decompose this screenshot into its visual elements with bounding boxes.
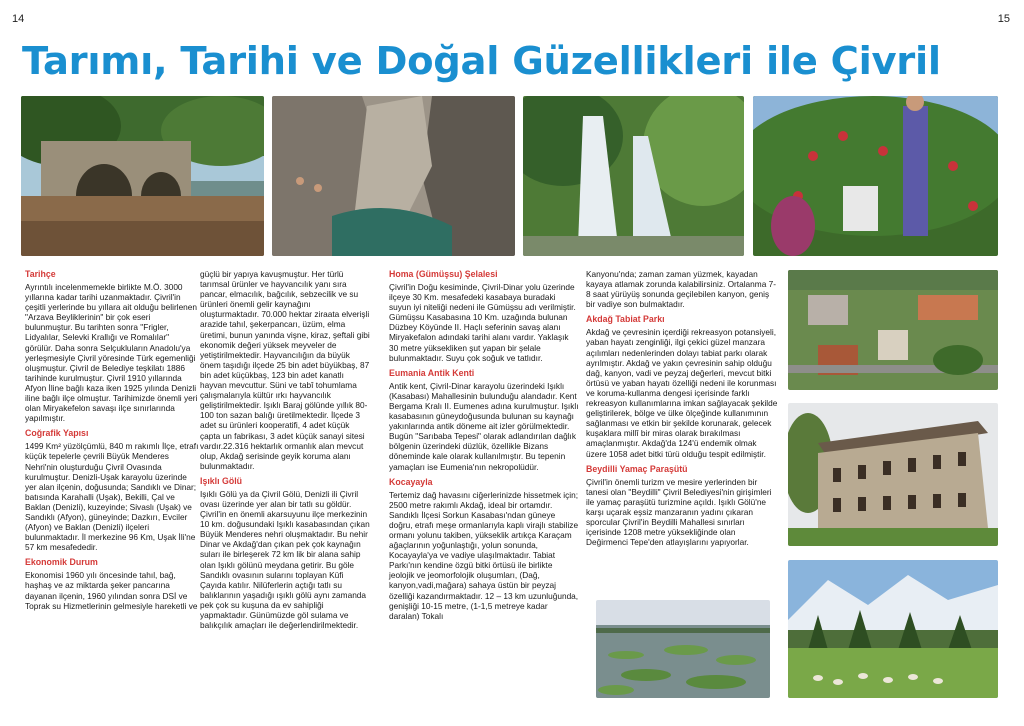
section-text-beydilli-yamac-parasutu: Çivril'in önemli turizm ve mesire yerlerinden bir tanesi olan "Beydilli" Çivril Belediyesi'nin girişimleri ile yamaç paraşütü turizmine açıldı. Işıklı Gölü'ne karşı uçarak eşsiz manzaranın yadını çıkaran sporcular Çivril'in Beydilli Mahallesi sınırları içerisinde 1208 metre yüksekliğinde olan Değirmenci Tepe'den atlayışlarını yapıyorlar.	[586, 476, 772, 548]
stone-bridge-photo	[21, 96, 264, 256]
section-heading-tarihce: Tarihçe	[25, 269, 56, 279]
section-text-tarihce: Ayrıntılı incelenmemekle birlikte M.Ö. 3000 yıllarına kadar tarihi uzanmaktadır. Çivril'in çeşitli yerlerinde bu yıllara ait olduğu belirlenen "Arzava Beyliklerinin" bir çok eseri bulunmuştur. Bu tarihten sonra "Frigler, Lidyalılar, Selevki Krallığı ve Romalılar" görülür. Daha sonra Selçukluların Anadolu'ya yerleşmesiyle Çivril yöresinde Türk egemenliği oluşmuştur. Çivril de Belediye teşkilatı 1886 tarihinde kurulmuştur. Çivril 1910 yıllarında Afyon İline bağlı kaza iken 1925 yılında Denizli iline bağlı ilçe olmuştur. Tarihimizde önemli yeri olan Miryakefelon savaşı ilçe sınırlarında yapılmıştır.	[25, 282, 198, 424]
section-heading-beydilli-yamac-parasutu: Beydilli Yamaç Paraşütü	[586, 463, 688, 474]
section-text-cografik-yapisi: 1499 Km² yüzölçümlü, 840 m rakımlı İlçe, etrafı küçük tepelerle çevrili Büyük Menderes Nehri'nin oluşturduğu Çivril Ovasında kurulmuştur. Denizli-Uşak karayolu üzerinde yer alan ilçenin, doğusunda; Sandıklı ve Dinar; batısında Karahalli (Uşak), Bekilli, Çal ve Baklan (Denizli), kuzeyinde; Sivaslı (Uşak) ve Sandıklı (Afyon), güneyinde; Dazkırı, Evciler (Afyon) ve Baklan (Denizli) ilçeleri bulunmaktadır. İl merkezine 96 Km, Uşak İli'ne 57 km mesafededir.	[25, 441, 199, 553]
mountain-sheep-pasture-photo	[788, 560, 998, 698]
town-aerial-photo	[788, 270, 998, 390]
waterfall-photo	[523, 96, 744, 256]
section-heading-akdag-tabiat-parki: Akdağ Tabiat Parkı	[586, 314, 665, 325]
text-column-1	[25, 269, 199, 611]
page-title: Tarımı, Tarihi ve Doğal Güzellikleri ile Çivril	[22, 39, 941, 84]
section-heading-eumania: Eumania Antik Kenti	[389, 367, 475, 378]
historic-stone-building-photo	[788, 403, 998, 546]
apple-harvest-photo	[753, 96, 998, 256]
page-number-left: 14	[12, 13, 25, 25]
page-number-right: 15	[997, 13, 1010, 25]
section-text-ekonomik-durum: Ekonomisi 1960 yılı öncesinde tahıl, bağ, haşhaş ve az miktarda şeker pancarına dayanan ilçenin, 1960 yılından sonra DSİ ve Toprak su Hizmetlerinin gelmesiyle hareketli ve	[25, 570, 198, 611]
lake-water-lilies-photo	[596, 600, 770, 698]
section-heading-isikli-golu: Işıklı Gölü	[200, 475, 243, 486]
section-text-kocayayla: Tertemiz dağ havasını ciğerlerinizde hissetmek için; 2500 metre rakımlı Akdağ, ideal bir ortamdır. Sandıklı İlçesi Sorkun Kasabası'ndan güneye doğru, etrafı meşe ormanlarıyla kaplı virajlı stabilize ormanı yolunu takiben, yükseklik artıkça Karaçam ağaçlarının yoğunlaştığı, yolun sonunda, Kocayayla'ya ve vadiye ulaşılmaktadır. Tabiat Parkı'nın kendine özgü bitki örtüsü ile birlikte jeolojik ve jeomorfolojik oluşumları, (Dağ, kanyon,vadi,mağara) sahaya üstün bir peyzaj özelliği kazandırmaktadır. 12 – 13 km uzunluğunda, genişliği 10-15 metre, (1-1,5 metreye kadar daralan) Tokalı	[389, 489, 579, 621]
section-text-kocayayla-continued: Kanyonu'nda; zaman zaman yüzmek, kayadan kayaya atlamak zorunda kalabilirsiniz. Ortalanma 7-8 saat yürüyüş sonunda geçilebilen kanyon, geniş bir vadiye son bulmaktadır.	[586, 269, 776, 310]
section-heading-homa-selalesi: Homa (Gümüşsu) Şelalesi	[389, 269, 498, 279]
text-column-2	[200, 269, 370, 630]
section-heading-ekonomik-durum: Ekonomik Durum	[25, 557, 98, 568]
section-heading-cografik-yapisi: Coğrafik Yapısı	[25, 428, 89, 439]
text-column-3	[389, 269, 579, 621]
canyon-river-photo	[272, 96, 515, 256]
section-text-ekonomik-continued: güçlü bir yapıya kavuşmuştur. Her türlü tarımsal ürünler ve hayvancılık yanı sıra pancar, elmacılık, bağcılık, sebzecilik ve su ürünleri önemli gelir kaynağını oluşturmaktadır. 70.000 hektar ziraata elverişli arazide tahıl, şekerpancarı, üzüm, elma üretimi, bunun yanında vişne, kiraz, şeftali gibi ekonomik değeri yüksek meyveler de yetiştirilmektedir. Hayvancılığın da büyük önem taşıdığı ilçede 25 bin adet büyükbaş, 87 bin adet küçükbaş, 123 bin adet kanatlı hayvan mevcuttur. Süni ve tabî tohumlama çalışmalarıyla kültür ırkı hayvancılık geliştirilmektedir. Işıklı Baraj gölünde yıllık 80-100 ton sazan balığı üretilmektedir. İlçede 3 adet su ürünleri kooperatifi, 4 adet küçük çapta un fabrikası, 3 adet küçük sanayi sitesi vardır.22.316 hektarlık ormanlık alan mevcut olup, Akdağ serisinde geyik koruma alanı bulunmaktadır.	[200, 269, 370, 471]
section-text-homa-selalesi: Çivril'in Doğu kesiminde, Çivril-Dinar yolu üzerinde ilçeye 30 Km. mesafedeki kasabaya buradaki suyun iyi niteliği nedeni ile Gümüşsu adı verilmiştir. Gümüşsu Kasabasına 10 Km. uzağında bulunan Düzbey Köyünde II. Haçlı seferinin savaş alanı Miryakefalon adındaki tarihi alanı vardır. Yaklaşık 30 metre yüksekliken şut yapan bir şelale bulunmaktadır. Suyu çok soğuk ve tatlıdır.	[389, 282, 576, 363]
section-text-akdag-tabiat-parki: Akdağ ve çevresinin içerdiği rekreasyon potansiyeli, yaban hayatı zenginliği, ilgi çekici güzel manzara açılımları nedenlerinden dolayı tabiat parkı olarak ayrılmıştır. Akdağ ve yakın çevresinin sahip olduğu dağ, kanyon, vadi ve peyzaj değerleri, mevcut bitki örtüsü ve yaban hayatı özelliği nedeni ile korunması ve koruma-kullanma dengesi içerisinde farklı rekreasyon kullanımlarına imkan sağlayacak şekilde geliştirilerek, bölge ve ülke ölçeğinde kullanımının sağlanması ve etkin bir şekilde korunarak, gelecek kuşaklara millî bir miras olarak bırakılması amaçlanmıştır. Akdağ'da 124'ü endemik olmak üzere 1058 adet bitki türü olduğu tespit edilmiştir.	[586, 327, 778, 459]
text-column-4	[586, 269, 778, 547]
section-text-isikli-golu: Işıklı Gölü ya da Çivril Gölü, Denizli ili Çivril ovası üzerinde yer alan bir tatlı su göldür. Çivril'in en önemli akarsuyunu ilçe merkezinin 10 km. doğusundaki Işıklı kasabasından çıkan Büyük Menderes nehri oluşmaktadır. Bu nehir Dinar ve Akdağ'dan çıkan pek çok kaynağın suları ile birleşerek 72 km lik bir alana sahip olan Işıklı gölünü meydana getirir. Bu göle Sandıklı ovasının sularını toplayan Küfi Çayıda katılır. Nilüferlerin açtığı tatlı su balıklarının yaşadığı ışıklı gölü aynı zamanda pek çok su kuşuna da ev sahipliği yapmaktadır. Günümüzde göl sulama ve balıkçılık amaçları ile değerlendirilmektedir.	[200, 488, 370, 631]
section-text-eumania: Antik kent, Çivril-Dinar karayolu üzerindeki Işıklı (Kasabası) Mahallesinin bulunduğu alandadır. Kent Bergama Kralı II. Eumenes adına kurulmuştur. Işıklı kasabasının güneydoğusunda bulunan su kaynağı yakınlarında antik döneme ait izler görülmektedir. Bugün "Sarıbaba Tepesi" olarak adlandırılan dağlık bölgenin üzerindeki düzlük, özellikle Bizans döneminde kale olarak kullanılmıştır. Bu tepenin yamaçları ise Eumenia'nın nekropolüdür.	[389, 380, 579, 472]
section-heading-kocayayla: Kocayayla	[389, 476, 433, 487]
